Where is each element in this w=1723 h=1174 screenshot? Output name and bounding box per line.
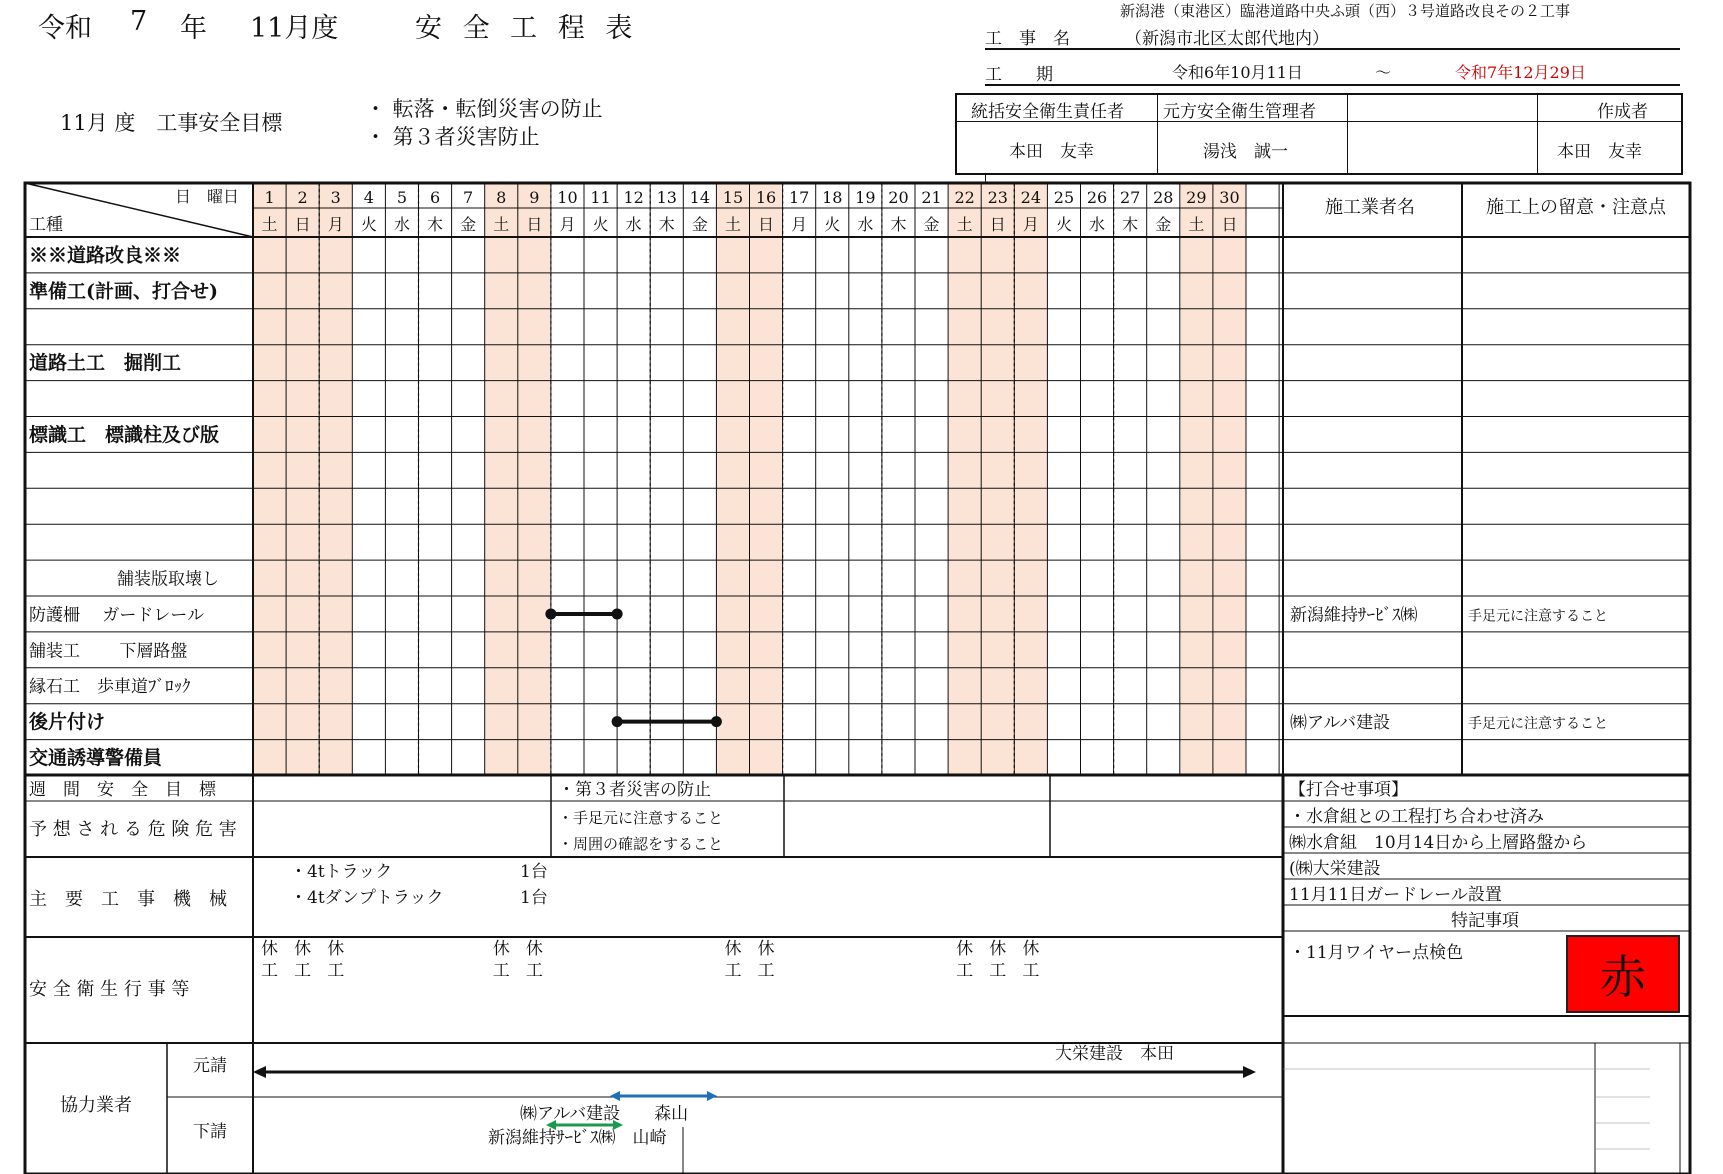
row-label: 交通誘導警備員: [29, 747, 163, 770]
row-label: ※※道路改良※※: [29, 244, 182, 267]
day-number: 4: [363, 188, 374, 207]
signature-col2-name: 湯浅 誠一: [1203, 142, 1288, 162]
meeting-line-4: 11月11日ガードレール設置: [1289, 885, 1502, 905]
rest-day-top: 休: [525, 939, 543, 959]
weekday-label: 月: [327, 215, 344, 234]
rest-day-bottom: 工: [757, 961, 775, 981]
special-text: ・11月ワイヤー点検色: [1289, 943, 1464, 963]
holiday-column: [1014, 183, 1047, 775]
day-number: 19: [855, 188, 876, 207]
day-number: 26: [1086, 188, 1108, 207]
sub-1: ㈱アルバ建設 森山: [520, 1104, 689, 1124]
notes-header: 施工上の留意・注意点: [1486, 197, 1666, 218]
day-number: 29: [1186, 188, 1207, 207]
weekday-label: 木: [890, 215, 907, 234]
rest-day-top: 休: [294, 939, 312, 959]
hazard-1: ・手足元に注意すること: [558, 809, 724, 827]
weekly-goal-text: ・第３者災害の防止: [558, 780, 711, 800]
weekday-label: 火: [360, 215, 377, 234]
weekday-label: 木: [427, 215, 444, 234]
weekday-label: 火: [824, 215, 841, 234]
events-label: 安 全 衛 生 行 事 等: [29, 979, 190, 1000]
row-label: 準備工(計画、打合せ): [29, 280, 218, 303]
day-number: 18: [822, 188, 843, 207]
special-title: 特記事項: [1451, 911, 1519, 931]
weekday-label: 土: [724, 215, 741, 234]
machine-2: ・4tダンプトラック: [290, 888, 444, 908]
day-number: 7: [463, 188, 474, 207]
contractor-header: 施工業者名: [1325, 197, 1415, 218]
day-number: 17: [788, 188, 810, 207]
weekday-label: 日: [526, 215, 543, 234]
rest-day-bottom: 工: [525, 961, 543, 981]
rest-day-top: 休: [956, 939, 974, 959]
holiday-column: [485, 183, 518, 775]
weekday-label: 水: [393, 215, 410, 234]
prime-arrow-left-head: [253, 1066, 266, 1078]
weekday-label: 日: [294, 215, 311, 234]
row-label: 舗装工 下層路盤: [29, 641, 188, 662]
row-label: 舗装版取壊し: [117, 569, 219, 590]
header-kind-label: 工種: [29, 215, 63, 235]
row-note: 手足元に注意すること: [1468, 608, 1608, 625]
title-reiwa: 令和: [38, 13, 92, 44]
day-number: 12: [623, 188, 644, 207]
schedule-bar-start-dot: [612, 716, 623, 727]
weekday-label: 火: [1055, 215, 1072, 234]
day-number: 25: [1053, 188, 1075, 207]
partners-label: 協力業者: [60, 1095, 132, 1116]
period-start: 令和6年10月11日: [1172, 63, 1303, 82]
schedule-bar-end-dot: [711, 716, 722, 727]
weekday-label: 木: [1122, 215, 1139, 234]
signature-col2-label: 元方安全衛生管理者: [1163, 102, 1316, 122]
rest-day-bottom: 工: [261, 961, 279, 981]
sub-2: 新潟維持ｻｰﾋﾞｽ㈱ 山崎: [488, 1128, 667, 1148]
meeting-line-2: ㈱水倉組 10月14日から上層路盤から: [1289, 833, 1588, 853]
weekday-label: 火: [592, 215, 609, 234]
day-number: 16: [755, 188, 777, 207]
day-number: 28: [1153, 188, 1174, 207]
holiday-column: [253, 183, 286, 775]
weekday-label: 月: [791, 215, 808, 234]
sub-arrow-blue-right: [707, 1091, 717, 1101]
weekday-label: 水: [1089, 215, 1106, 234]
weekday-label: 日: [989, 215, 1006, 234]
holiday-column: [518, 183, 551, 775]
weekday-label: 日: [758, 215, 775, 234]
project-label: 工 事 名: [985, 29, 1070, 49]
row-label: 標識工 標識柱及び版: [29, 423, 220, 446]
row-contractor: 新潟維持ｻｰﾋﾞｽ㈱: [1290, 605, 1418, 626]
prime-arrow-right-head: [1243, 1066, 1256, 1078]
sub-label: 下請: [193, 1122, 227, 1142]
day-number: 22: [954, 188, 975, 207]
holiday-column: [750, 183, 783, 775]
schedule-bar-start-dot: [545, 608, 556, 619]
rest-day-top: 休: [757, 939, 775, 959]
rest-day-bottom: 工: [989, 961, 1007, 981]
machinery-label: 主 要 工 事 機 械: [29, 889, 227, 910]
weekday-label: 木: [658, 215, 675, 234]
header-day-label: 日 曜日: [175, 187, 240, 206]
monthly-goal-1: ・ 転落・転倒災害の防止: [365, 97, 603, 121]
monthly-goal-label: 11月 度 工事安全目標: [60, 111, 283, 135]
weekday-label: 金: [1155, 215, 1172, 234]
machine-2-qty: 1台: [520, 888, 548, 908]
monthly-goal-2: ・ 第３者災害防止: [365, 125, 540, 149]
row-note: 手足元に注意すること: [1468, 716, 1608, 733]
project-name-line2: （新潟市北区太郎代地内）: [1125, 29, 1329, 49]
day-number: 11: [590, 188, 611, 207]
day-number: 30: [1219, 188, 1240, 207]
meeting-line-1: ・水倉組との工程打ち合わせ済み: [1289, 807, 1544, 827]
day-number: 1: [264, 188, 275, 207]
day-number: 15: [722, 188, 744, 207]
rest-day-bottom: 工: [492, 961, 510, 981]
rest-day-bottom: 工: [956, 961, 974, 981]
rest-day-bottom: 工: [1022, 961, 1040, 981]
signature-col1-label: 統括安全衛生責任者: [971, 102, 1124, 122]
day-number: 24: [1020, 188, 1042, 207]
weekday-label: 土: [956, 215, 973, 234]
day-number: 23: [987, 188, 1008, 207]
meeting-title: 【打合せ事項】: [1289, 780, 1408, 800]
rest-day-bottom: 工: [327, 961, 345, 981]
day-number: 9: [529, 188, 540, 207]
hazard-label: 予 想 さ れ る 危 険 危 害: [29, 819, 237, 840]
weekday-label: 日: [1221, 215, 1238, 234]
machine-1: ・4tトラック: [290, 862, 393, 882]
row-label: 縁石工 歩車道ﾌﾞﾛｯｸ: [29, 677, 191, 698]
day-number: 2: [297, 188, 308, 207]
holiday-column: [286, 183, 319, 775]
rest-day-top: 休: [327, 939, 345, 959]
weekly-goal-label: 週 間 安 全 目 標: [29, 780, 216, 800]
weekday-label: 金: [460, 215, 477, 234]
weekday-label: 水: [857, 215, 874, 234]
hazard-2: ・周囲の確認をすること: [558, 835, 724, 853]
holiday-column: [716, 183, 749, 775]
project-name-line1: 新潟港（東港区）臨港道路中央ふ頭（西）３号道路改良その２工事: [1120, 2, 1571, 20]
period-end: 令和7年12月29日: [1455, 63, 1586, 82]
signature-col4-name: 本田 友幸: [1557, 142, 1642, 162]
holiday-column: [319, 183, 352, 775]
day-number: 10: [557, 188, 578, 207]
day-number: 20: [888, 188, 909, 207]
row-label: 防護柵 ガードレール: [29, 605, 205, 626]
prime-label: 元請: [193, 1056, 227, 1076]
weekday-label: 金: [691, 215, 708, 234]
title-year: 7: [130, 6, 148, 37]
row-label: 道路土工 掘削工: [29, 352, 182, 375]
day-number: 3: [330, 188, 341, 207]
signature-col4-label: 作成者: [1597, 102, 1648, 122]
rest-day-top: 休: [492, 939, 510, 959]
rest-day-bottom: 工: [724, 961, 742, 981]
holiday-column: [1213, 183, 1246, 775]
page-title: 安 全 工 程 表: [415, 13, 639, 44]
rest-day-top: 休: [989, 939, 1007, 959]
machine-1-qty: 1台: [520, 862, 548, 882]
title-nen: 年: [180, 13, 207, 44]
weekday-label: 月: [559, 215, 576, 234]
rest-day-bottom: 工: [294, 961, 312, 981]
rest-day-top: 休: [724, 939, 742, 959]
weekday-label: 土: [493, 215, 510, 234]
schedule-bar-end-dot: [612, 608, 623, 619]
special-mark-red-box: 赤: [1566, 935, 1680, 1013]
day-number: 5: [396, 188, 408, 207]
holiday-column: [1180, 183, 1213, 775]
day-number: 14: [689, 188, 711, 207]
day-number: 21: [921, 188, 942, 207]
row-contractor: ㈱アルバ建設: [1290, 713, 1391, 734]
day-number: 27: [1119, 188, 1141, 207]
holiday-column: [981, 183, 1014, 775]
rest-day-top: 休: [1022, 939, 1040, 959]
period-tilde: ～: [1375, 63, 1392, 82]
weekday-label: 月: [1022, 215, 1039, 234]
period-label: 工 期: [985, 65, 1053, 85]
meeting-line-3: (㈱大栄建設: [1289, 859, 1381, 879]
day-number: 6: [429, 188, 441, 207]
day-number: 13: [656, 188, 677, 207]
title-month: 11月度: [250, 13, 339, 44]
signature-col1-name: 本田 友幸: [1009, 142, 1094, 162]
holiday-column: [948, 183, 981, 775]
sub-arrow-blue-left: [610, 1091, 620, 1101]
rest-day-top: 休: [261, 939, 279, 959]
weekday-label: 水: [625, 215, 642, 234]
row-label: 後片付け: [29, 711, 106, 734]
weekday-label: 土: [261, 215, 278, 234]
prime-text: 大栄建設 本田: [1055, 1044, 1174, 1064]
weekday-label: 金: [923, 215, 940, 234]
weekday-label: 土: [1188, 215, 1205, 234]
day-number: 8: [496, 188, 507, 207]
